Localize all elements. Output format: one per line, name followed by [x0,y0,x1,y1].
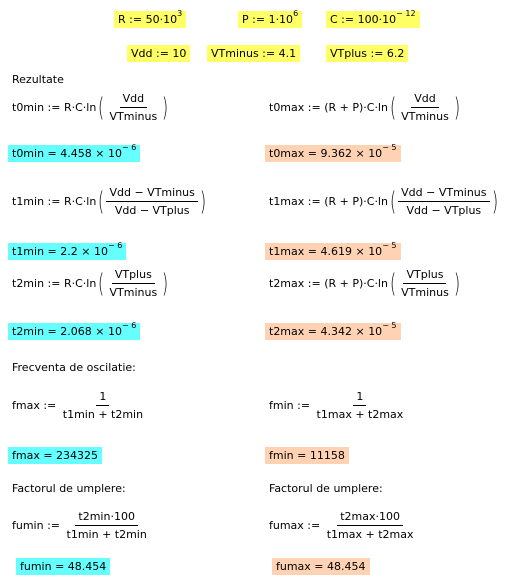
t0min-formula: t0min := R·C·ln ( $\frac{\text{Vdd}}{\text{VTminus}}$ ) [12,92,169,123]
frequency-heading: Frecventa de oscilatie: [12,361,136,374]
fumax-formula: fumax := $\frac{t2\max\cdot 100}{t1\max + t2\max}$ [269,510,417,541]
fmax-result: fmax = 234325 [8,447,102,464]
t2min-fraction: $\frac{\text{VTplus}}{\text{VTminus}}$ [109,268,158,299]
param-C: C := $100\cdot 10^{- 12}$ [326,11,420,28]
param-vtplus: VTplus := 6.2 [326,45,408,62]
t1max-fraction: $\frac{\text{Vdd − VTminus}}{\text{Vdd − VTplus}}$ [398,186,489,217]
t2max-result: $t2\max = 4.342 \times 10^{- 5}$ [265,323,401,340]
t2min-result: $t2\min = 2.068 \times 10^{- 6}$ [8,323,140,340]
t1min-fraction: $\frac{\text{Vdd − VTminus}}{\text{Vdd − VTplus}}$ [106,186,197,217]
param-R: R := $50\cdot 10^3$ [114,11,186,28]
fmin-formula: fmin := $\frac{1}{t1\max + t2\max}$ [269,390,406,421]
fumin-formula: fumin := $\frac{t2\min\cdot 100}{t1\min + t2\min}$ [12,510,150,541]
param-P: P := $1\cdot 10^6$ [238,11,302,28]
t1min-formula: t1min := R·C·ln ( $\frac{\text{Vdd − VTminus}}{\text{Vdd − VTplus}}$ ) [12,186,206,217]
param-vtminus: VTminus := 4.1 [207,45,300,62]
t0max-fraction: $\frac{\text{Vdd}}{\text{VTminus}}$ [401,92,449,123]
t2min-formula: t2min := R·C·ln ( $\frac{\text{VTplus}}{\text{VTminus}}$ ) [12,268,169,299]
t0max-result: $t0\max = 9.362 \times 10^{- 5}$ [265,145,401,162]
fumax-fraction: $\frac{t2\max\cdot 100}{t1\max + t2\max}$ [326,510,414,541]
t0min-result: $t0\min = 4.458 \times 10^{- 6}$ [8,145,140,162]
t2max-fraction: $\frac{\text{VTplus}}{\text{VTminus}}$ [401,268,449,299]
t0max-formula: t0max := (R + P)·C·ln ( $\frac{\text{Vdd}}{\text{VTminus}}$ ) [269,92,460,123]
fumin-fraction: $\frac{t2\min\cdot 100}{t1\min + t2\min}$ [66,510,147,541]
t2max-formula: t2max := (R + P)·C·ln ( $\frac{\text{VTplus}}{\text{VTminus}}$ ) [269,268,460,299]
fmin-result: fmin = 11158 [265,447,349,464]
t1max-result: $t1\max = 4.619 \times 10^{- 5}$ [265,243,401,260]
fmax-fraction: $\frac{1}{t1\min + t2\min}$ [62,390,144,421]
fmin-fraction: $\frac{1}{t1\max + t2\max}$ [316,390,404,421]
t1max-formula: t1max := (R + P)·C·ln ( $\frac{\text{Vdd − VTminus}}{\text{Vdd − VTplus}}$ ) [269,186,498,217]
fumin-result: fumin = 48.454 [16,558,110,575]
fumax-result: fumax = 48.454 [272,558,370,575]
results-heading: Rezultate [12,73,64,86]
fmax-formula: fmax := $\frac{1}{t1\min + t2\min}$ [12,390,146,421]
param-vdd: Vdd := 10 [127,45,190,62]
duty-heading-left: Factorul de umplere: [12,482,126,495]
t0min-fraction: $\frac{\text{Vdd}}{\text{VTminus}}$ [109,92,158,123]
duty-heading-right: Factorul de umplere: [269,482,383,495]
t1min-result: $t1\min = 2.2 \times 10^{- 6}$ [8,243,126,260]
